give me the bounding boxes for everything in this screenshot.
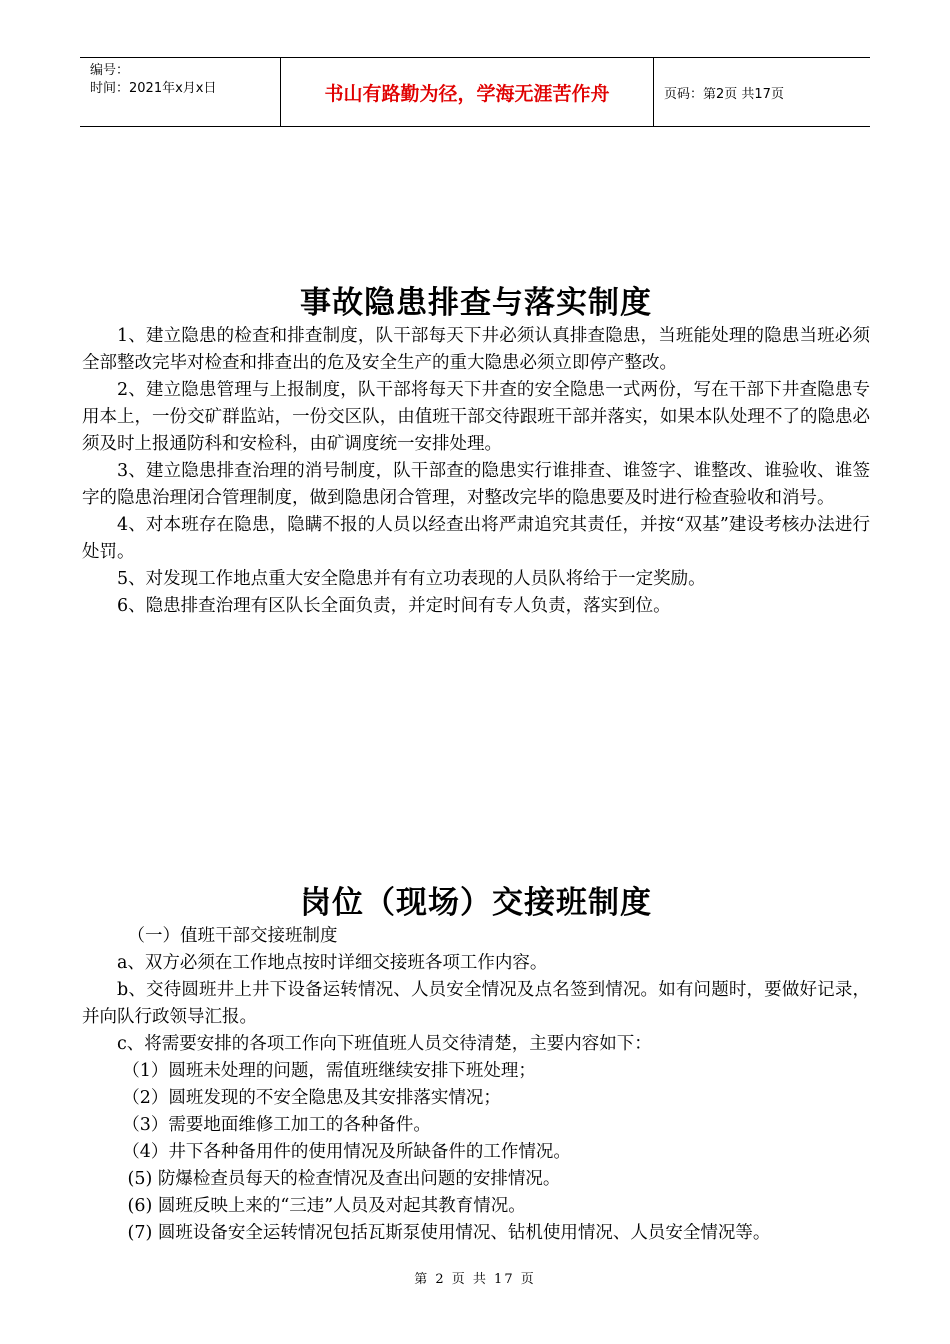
paragraph: （一）值班干部交接班制度	[127, 926, 338, 946]
paragraph: 1、建立隐患的检查和排查制度，队干部每天下井必须认真排查隐患，当班能处理的隐患当班必须全部整改完毕对检查和排查出的危及安全生产的重大隐患必须立即停产整改。	[82, 326, 870, 373]
paragraph: 2、建立隐患管理与上报制度，队干部将每天下井查的安全隐患一式两份，写在干部下井查隐患专用本上，一份交矿群监站，一份交区队，由值班干部交待跟班干部并落实，如果本队处理不了的隐患必须及时上报通防科和安检科，由矿调度统一安排处理。	[82, 380, 870, 454]
section-hazard-inspection	[82, 283, 870, 620]
document-header	[80, 57, 870, 127]
section-shift-handover	[82, 883, 870, 1247]
document-time: 时间：2021年x月x日	[90, 81, 217, 96]
document-number-label: 编号：	[90, 63, 130, 78]
paragraph: (5) 防爆检查员每天的检查情况及查出问题的安排情况。	[127, 1169, 561, 1189]
paragraph: a、双方必须在工作地点按时详细交接班各项工作内容。	[117, 953, 548, 973]
paragraph: 6、隐患排查治理有区队长全面负责，并定时间有专人负责，落实到位。	[117, 596, 671, 616]
paragraph: b、交待圆班井上井下设备运转情况、人员安全情况及点名签到情况。如有问题时，要做好记录，并向队行政领导汇报。	[82, 980, 870, 1027]
paragraph: (7) 圆班设备安全运转情况包括瓦斯泵使用情况、钻机使用情况、人员安全情况等。	[127, 1223, 771, 1243]
section-title: 岗位（现场）交接班制度	[300, 885, 652, 921]
paragraph: 4、对本班存在隐患，隐瞒不报的人员以经查出将严肃追究其责任，并按“双基”建设考核办法进行处罚。	[82, 515, 870, 562]
paragraph: （2）圆班发现的不安全隐患及其安排落实情况；	[122, 1088, 501, 1108]
paragraph: 3、建立隐患排查治理的消号制度，队干部查的隐患实行谁排查、谁签字、谁整改、谁验收、谁签字的隐患治理闭合管理制度，做到隐患闭合管理，对整改完毕的隐患要及时进行检查验收和消号。	[82, 461, 870, 508]
header-motto: 书山有路勤为径，学海无涯苦作舟	[281, 58, 654, 126]
section-title: 事故隐患排查与落实制度	[300, 285, 652, 321]
paragraph: 5、对发现工作地点重大安全隐患并有有立功表现的人员队将给于一定奖励。	[117, 569, 706, 589]
paragraph: (6) 圆班反映上来的“三违”人员及对起其教育情况。	[127, 1196, 526, 1216]
paragraph: （1）圆班未处理的问题，需值班继续安排下班处理；	[122, 1061, 536, 1081]
paragraph: （3）需要地面维修工加工的各种备件。	[122, 1115, 431, 1135]
page-footer: 第 2 页 共 17 页	[414, 1272, 536, 1287]
paragraph: （4）井下各种备用件的使用情况及所缺备件的工作情况。	[122, 1142, 571, 1162]
header-page-info: 页码：第2页 共17页	[664, 86, 784, 102]
paragraph: c、将需要安排的各项工作向下班值班人员交待清楚，主要内容如下：	[117, 1034, 652, 1054]
header-meta	[80, 58, 281, 126]
